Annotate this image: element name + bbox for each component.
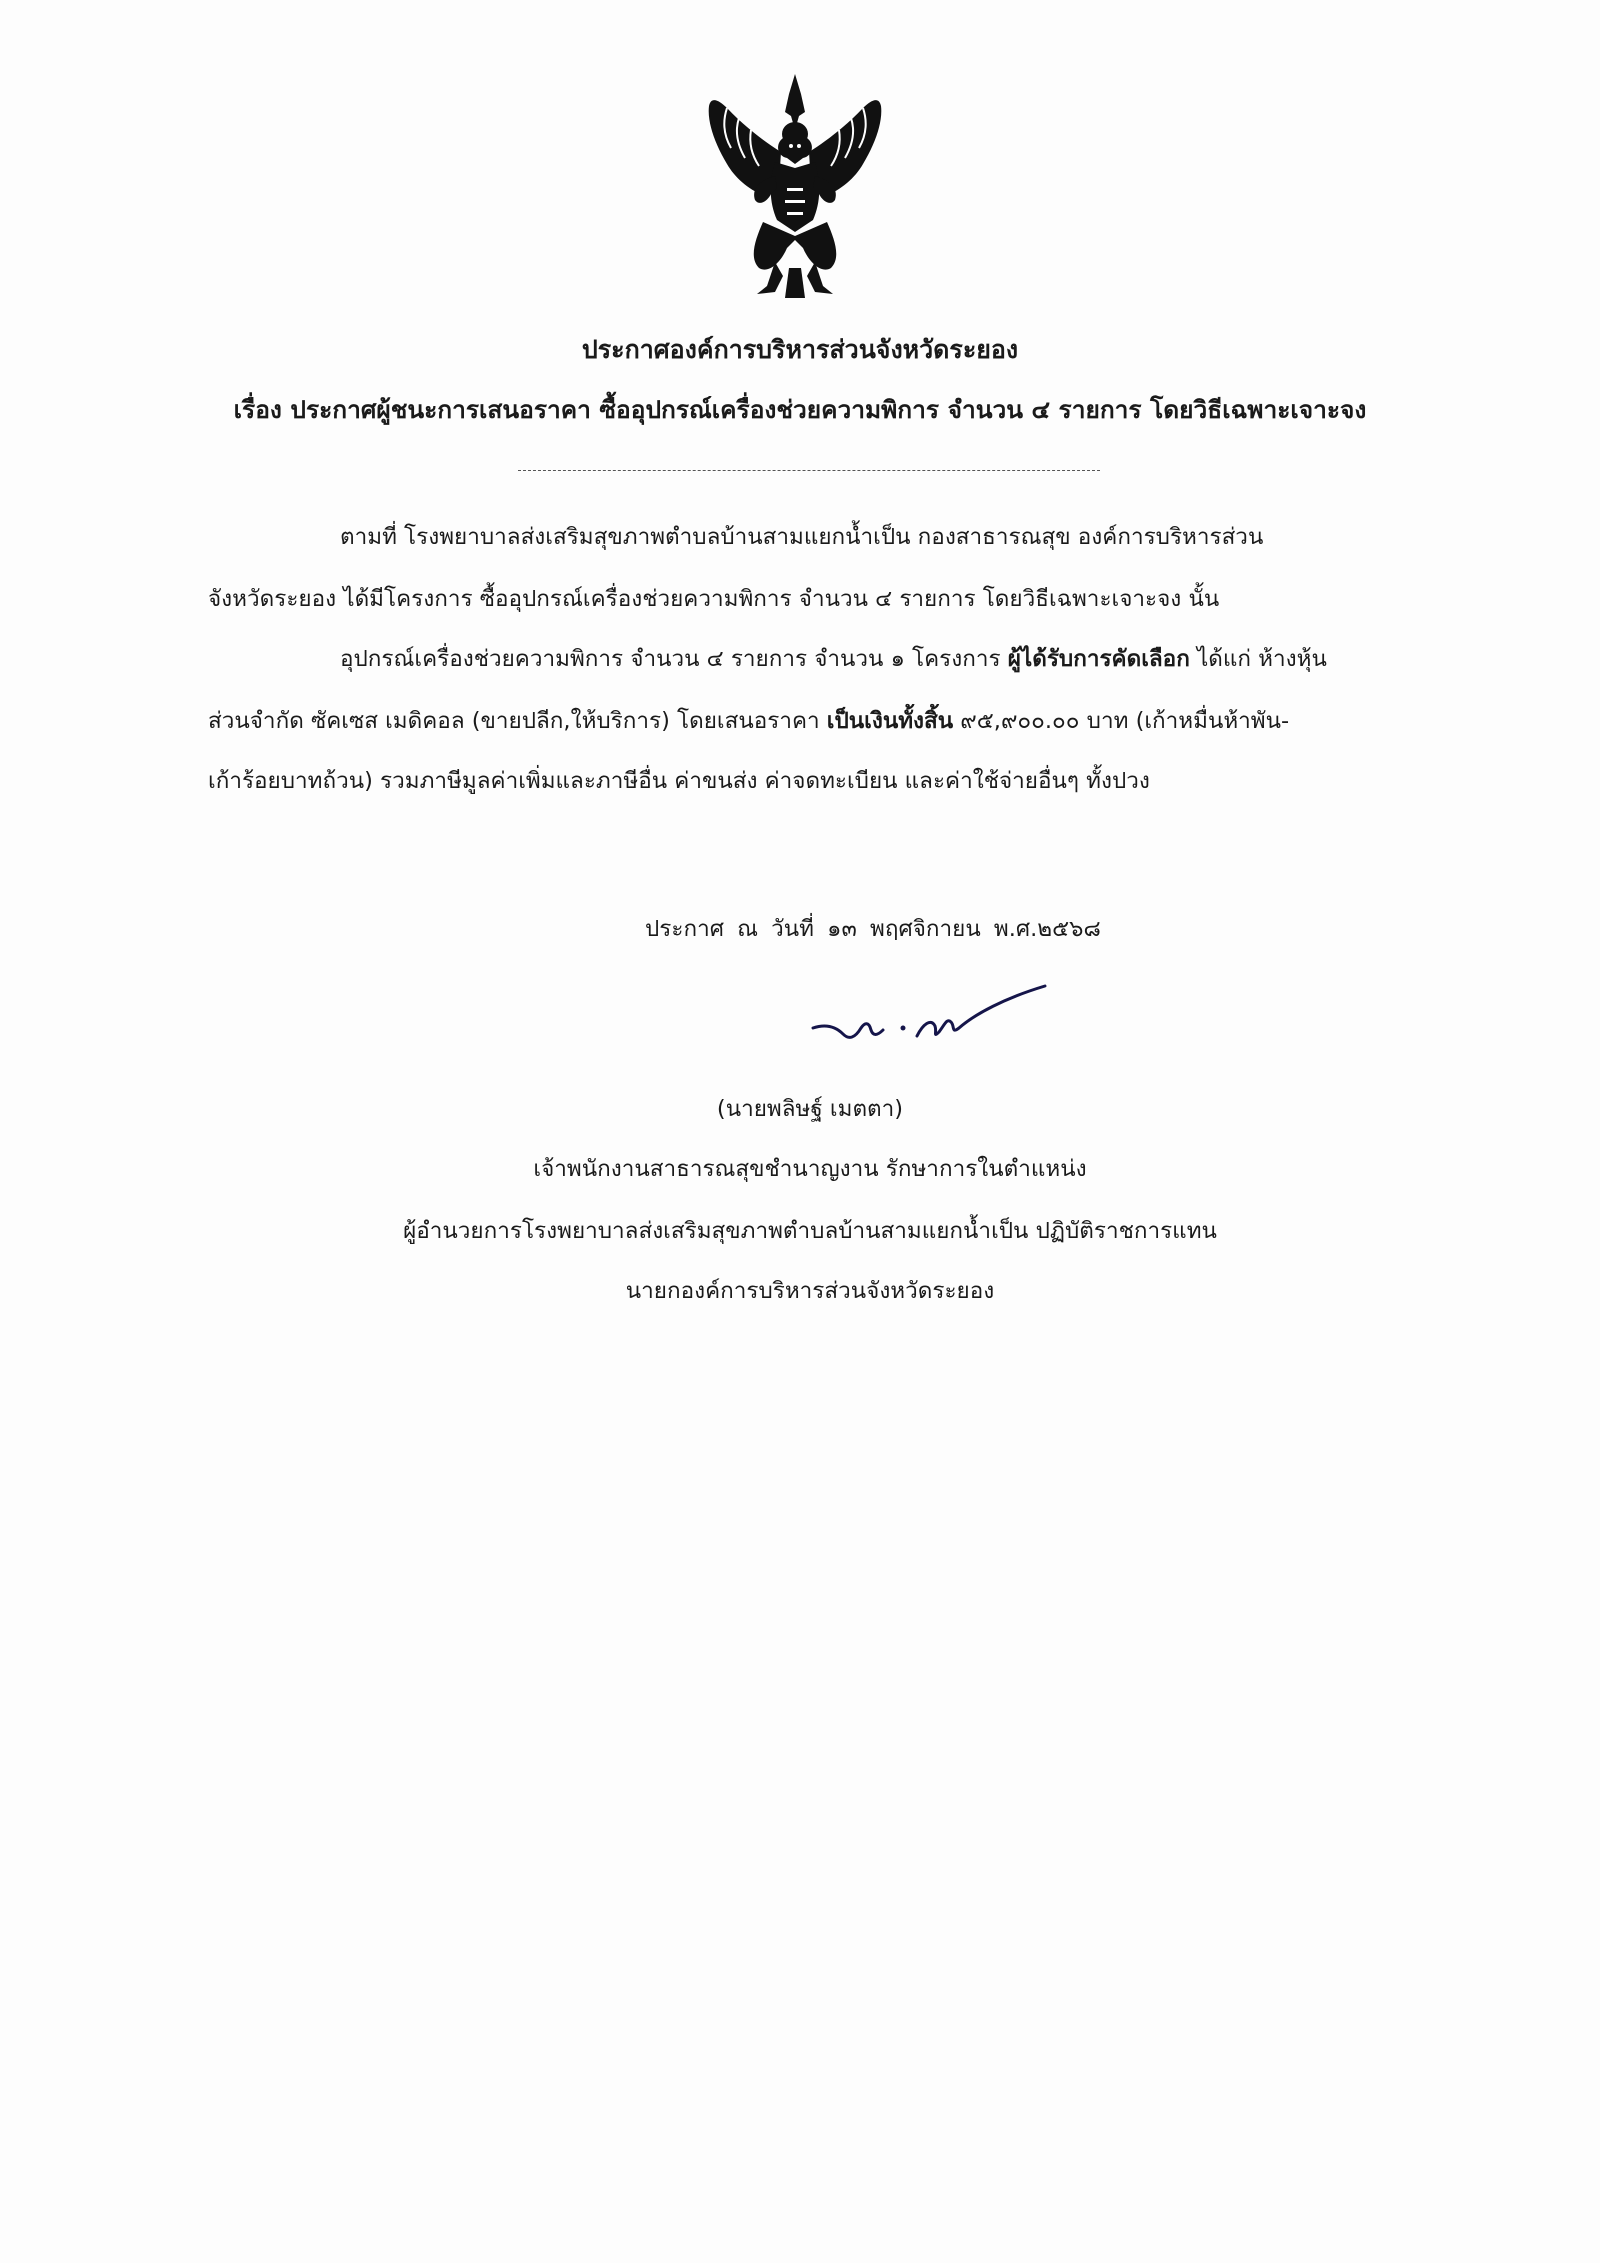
paragraph2-line2-text: ส่วนจำกัด ซัคเซส เมดิคอล (ขายปลีก,ให้บริการ) โดยเสนอราคา <box>208 708 827 734</box>
selected-vendor-label: ผู้ได้รับการคัดเลือก <box>1007 646 1190 672</box>
paragraph2-line1-text: อุปกรณ์เครื่องช่วยความพิการ จำนวน ๔ รายการ จำนวน ๑ โครงการ <box>340 646 1008 672</box>
paragraph2-line1-text-end: ได้แก่ ห้างหุ้น <box>1189 646 1327 672</box>
signer-position-1: เจ้าพนักงานสาธารณสุขชำนาญงาน รักษาการในตำแหน่ง <box>533 1156 1087 1182</box>
paragraph1-line2: จังหวัดระยอง ได้มีโครงการ ซื้ออุปกรณ์เครื่องช่วยความพิการ จำนวน ๔ รายการ โดยวิธีเฉพาะเจาะจง นั้น <box>208 586 1220 612</box>
paragraph2-line2-text-end: ๙๕,๙๐๐.๐๐ บาท (เก้าหมื่นห้าพัน- <box>953 708 1290 734</box>
total-amount-label: เป็นเงินทั้งสิ้น <box>826 708 954 734</box>
title-divider <box>518 470 1100 471</box>
signer-position-3: นายกองค์การบริหารส่วนจังหวัดระยอง <box>625 1278 995 1304</box>
paragraph2-line2 <box>208 702 1289 738</box>
announcement-date: ประกาศ ณ วันที่ ๑๓ พฤศจิกายน พ.ศ.๒๕๖๘ <box>645 916 1101 942</box>
announcement-title: ประกาศองค์การบริหารส่วนจังหวัดระยอง <box>581 335 1019 364</box>
signer-position-2: ผู้อำนวยการโรงพยาบาลส่งเสริมสุขภาพตำบลบ้านสามแยกน้ำเป็น ปฏิบัติราชการแทน <box>403 1218 1217 1244</box>
announcement-subject: เรื่อง ประกาศผู้ชนะการเสนอราคา ซื้ออุปกรณ์เครื่องช่วยความพิการ จำนวน ๔ รายการ โดยวิธีเฉพาะเจาะจง <box>233 395 1367 424</box>
paragraph1-line1: ตามที่ โรงพยาบาลส่งเสริมสุขภาพตำบลบ้านสามแยกน้ำเป็น กองสาธารณสุข องค์การบริหารส่วน <box>340 524 1264 550</box>
paragraph2-line1 <box>340 640 1327 676</box>
handwritten-signature-icon <box>805 978 1075 1053</box>
paragraph2-line3: เก้าร้อยบาทถ้วน) รวมภาษีมูลค่าเพิ่มและภาษีอื่น ค่าขนส่ง ค่าจดทะเบียน และค่าใช้จ่ายอื่นๆ ทั้งปวง <box>208 768 1150 794</box>
garuda-emblem-icon <box>705 72 885 302</box>
signer-name: (นายพลิษฐ์ เมตตา) <box>716 1096 904 1122</box>
